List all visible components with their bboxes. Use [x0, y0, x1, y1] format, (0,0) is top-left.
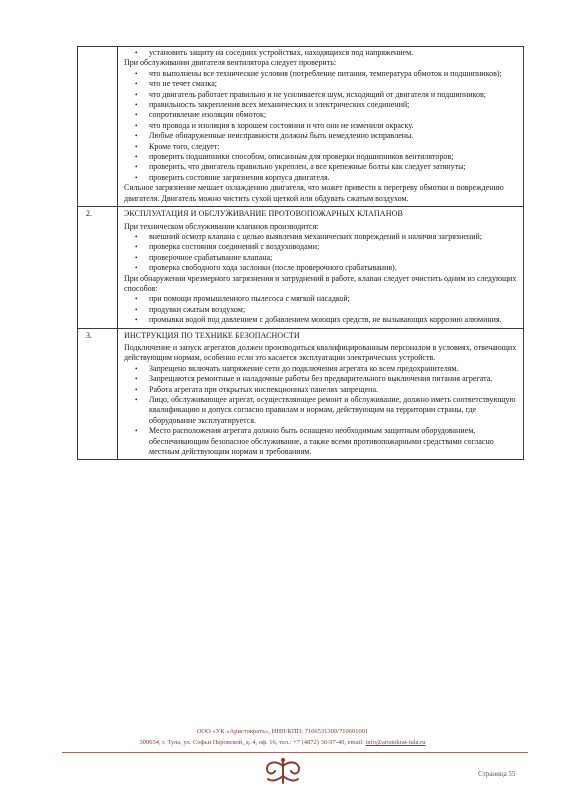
list-item: • промывки водой под давлением с добавлением моющих средств, не вызывающих коррозию алюминия. [124, 315, 517, 325]
cleaning-methods-list [124, 294, 517, 325]
list-item: • внешний осмотр клапана с целью выявления механических повреждений и наличия загрязнений; [124, 232, 517, 242]
footer-company: ООО «УК «Аристократъ», ИНН/КПП: 7106531300/710601001 [196, 728, 369, 735]
list-item: • проверочное срабатывание клапана; [124, 253, 517, 263]
list-item: • установить защиту на соседних устройствах, находящихся под напряжением. [124, 48, 517, 58]
footer-address [0, 739, 565, 746]
list-item: • проверить состояние загрязнения корпуса двигателя. [124, 173, 517, 183]
list-item: • Кроме того, следует: [124, 142, 517, 152]
section-1-content [118, 47, 524, 207]
section-heading: ЭКСПЛУАТАЦИЯ И ОБСЛУЖИВАНИЕ ПРОТОВОПОЖАРНЫХ КЛАПАНОВ [124, 209, 403, 219]
section-2-content [118, 207, 524, 328]
page-number: Страница 55 [478, 770, 516, 778]
paragraph: При техническом обслуживании клапанов производится: [124, 221, 319, 231]
section-number: 2. [78, 207, 118, 328]
paragraph: Сильное загрязнение мешает охлаждению двигателя, что может привести к перегреву обмотки и повреждению двигателя. Двигатель можно чистить сухой щеткой или обдувать сжатым воздухом. [124, 183, 504, 203]
list-item: • что не течет смазка; [124, 79, 517, 89]
list-item: • проверка свободного хода заслонки (после проверочного срабатывания). [124, 263, 517, 273]
section-number: 3. [78, 328, 118, 460]
list-item: • правильность закрепления всех механических и электрических соединений; [124, 100, 517, 110]
list-item: • Работа агрегата при открытых инспекционных панелях запрещена. [124, 385, 517, 395]
list-item: • проверка состояния соединений с воздуховодами; [124, 242, 517, 252]
list-item: • сопротивление изоляции обмоток; [124, 110, 517, 120]
list-item: • проверить подшипники способом, описанным для проверки подшипников вентиляторов; [124, 152, 517, 162]
instructions-table [77, 46, 524, 460]
section-heading: ИНСТРУКЦИЯ ПО ТЕХНИКЕ БЕЗОПАСНОСТИ [124, 330, 300, 340]
list-item: • что провода и изоляция в хорошем состоянии и что они не изменили окраску. [124, 121, 517, 131]
list-item: • Любые обнаруженные неисправности должны быть немедленно исправлены. [124, 131, 517, 141]
list-item: • что двигатель работает правильно и не усиливается шум, исходящий от двигателя и подшипников; [124, 90, 517, 100]
paragraph: При обслуживании двигателя вентилятора следует проверить: [124, 58, 337, 68]
list-item: • продувки сжатым воздухом; [124, 305, 517, 315]
list-item: • Запрещено включать напряжение сети до подключения агрегата ко всем предохранителям. [124, 364, 517, 374]
list-item: • Место расположения агрегата должно быть оснащено необходимым защитным оборудованием, обеспечивающим безопасное обслуживание, а также всеми противопожарными средствами согласно местным действующим нормам и требованиям. [124, 426, 517, 457]
list-item: • Запрещаются ремонтные и наладочные работы без предварительного выключения питания агрегата. [124, 374, 517, 384]
table-row [78, 207, 524, 328]
maintenance-list [124, 232, 517, 274]
table-row [78, 47, 524, 207]
safety-list [124, 364, 517, 458]
section-3-content [118, 328, 524, 460]
row-number-cell [78, 47, 118, 207]
footer-address-text: 300034, г. Тула, ул. Софьи Перовской, д. 4, оф. 16, тел.: +7 (4872) 36-97-40, email: [139, 739, 366, 746]
bullet-list [124, 48, 517, 58]
list-item: • проверить, что двигатель правильно укреплен, а все крепежные болты как следует затянуты; [124, 162, 517, 172]
list-item: • что выполнены все технические условия (потребление питания, температура обмоток и подшипников); [124, 69, 517, 79]
footer-email-link[interactable]: info@aristokrat-tula.ru [365, 739, 426, 746]
paragraph: При обнаружении чрезмерного загрязнения и затруднений в работе, клапан следует очистить одним из следующих способов: [124, 273, 517, 293]
motor-check-list [124, 69, 517, 183]
list-item: • Лицо, обслуживающее агрегат, осуществляющее ремонт и обслуживание, должно иметь соответствующую квалификацию и допуск согласно правилам и нормам, действующим на территории страны, где оборудование эксплуатируется. [124, 395, 517, 426]
footer-divider [62, 752, 528, 753]
list-item: • при помощи промышленного пылесоса с мягкой насадкой; [124, 294, 517, 304]
ornament-logo-icon [258, 756, 308, 786]
table-row [78, 328, 524, 460]
paragraph: Подключение и запуск агрегатов должен производиться квалифицированным персоналом в условиях, отвечающих действующим нормам, особенно если это касается эксплуатации электрических устройств. [124, 342, 517, 363]
